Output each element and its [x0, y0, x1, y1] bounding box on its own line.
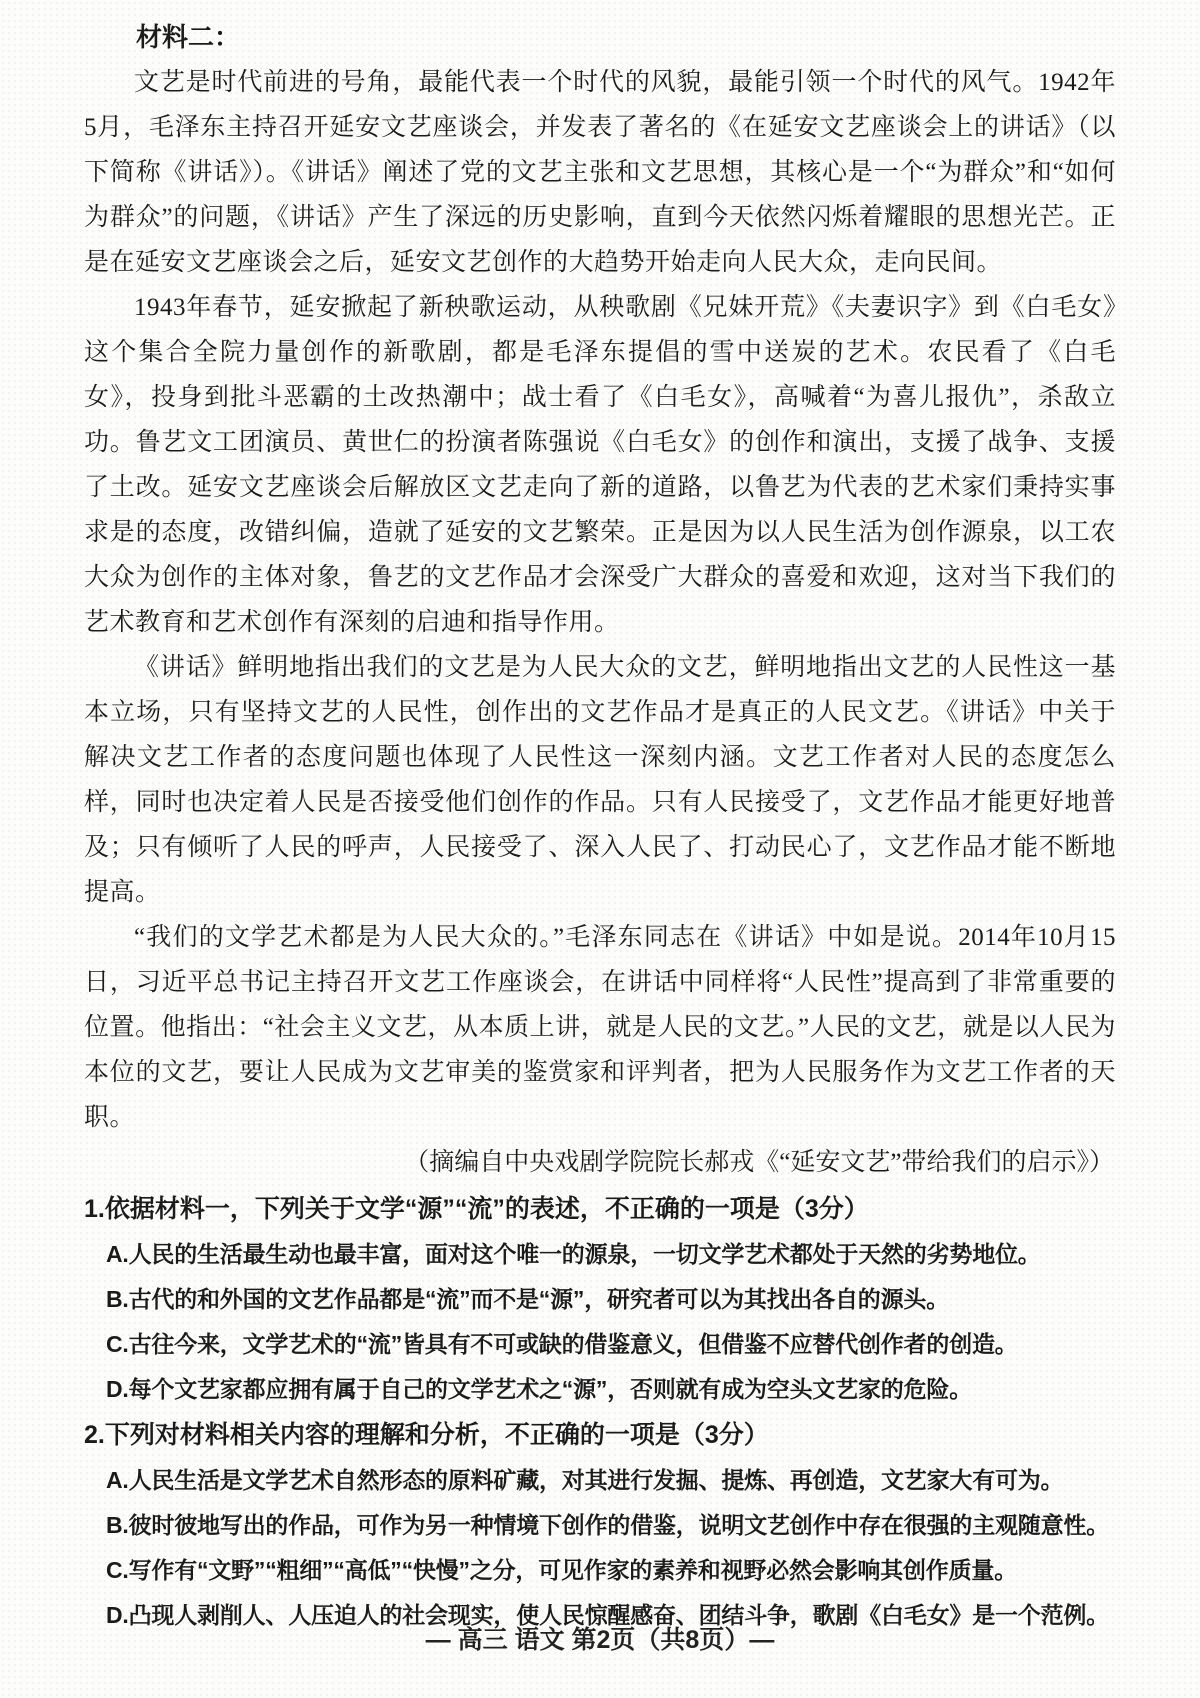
material-paragraph-2: 1943年春节，延安掀起了新秧歌运动，从秧歌剧《兄妹开荒》《夫妻识字》到《白毛女》这个集合全院力量创作的新歌剧，都是毛泽东提倡的雪中送炭的艺术。农民看了《白毛女》，投身到批斗恶霸的土改热潮中；战士看了《白毛女》，高喊着“为喜儿报仇”，杀敌立功。鲁艺文工团演员、黄世仁的扮演者陈强说《白毛女》的创作和演出，支援了战争、支援了土改。延安文艺座谈会后解放区文艺走向了新的道路，以鲁艺为代表的艺术家们秉持实事求是的态度，改错纠偏，造就了延安的文艺繁荣。正是因为以人民生活为创作源泉，以工农大众为创作的主体对象，鲁艺的文艺作品才会深受广大群众的喜爱和欢迎，这对当下我们的艺术教育和艺术创作有深刻的启迪和指导作用。: [84, 294, 1116, 636]
question-1: [84, 1186, 1116, 1412]
page-footer: — 高三 语文 第2页（共8页）—: [425, 1626, 775, 1654]
question-2-option-d: D.凸现人剥削人、人压迫人的社会现实，使人民惊醒感奋、团结斗争，歌剧《白毛女》是一个范例。: [106, 1602, 1110, 1628]
question-2-stem: 2.下列对材料相关内容的理解和分析，不正确的一项是（3分）: [84, 1421, 769, 1449]
question-1-option-b: B.古代的和外国的文艺作品都是“流”而不是“源”，研究者可以为其找出各自的源头。: [106, 1286, 950, 1312]
question-1-option-a: A.人民的生活最生动也最丰富，面对这个唯一的源泉，一切文学艺术都处于天然的劣势地位。: [106, 1241, 1041, 1267]
question-1-option-c: C.古往今来，文学艺术的“流”皆具有不可或缺的借鉴意义，但借鉴不应替代创作者的创造。: [106, 1331, 1018, 1357]
question-1-stem: 1.依据材料一，下列关于文学“源”“流”的表述，不正确的一项是（3分）: [84, 1195, 869, 1223]
material-paragraph-3: 《讲话》鲜明地指出我们的文艺是为人民大众的文艺，鲜明地指出文艺的人民性这一基本立场，只有坚持文艺的人民性，创作出的文艺作品才是真正的人民文艺。《讲话》中关于解决文艺工作者的态度问题也体现了人民性这一深刻内涵。文艺工作者对人民的态度怎么样，同时也决定着人民是否接受他们创作的作品。只有人民接受了，文艺作品才能更好地普及；只有倾听了人民的呼声，人民接受了、深入人民了、打动民心了，文艺作品才能不断地提高。: [84, 654, 1116, 906]
question-1-option-d: D.每个文艺家都应拥有属于自己的文学艺术之“源”，否则就有成为空头文艺家的危险。: [106, 1376, 973, 1402]
question-2-option-a: A.人民生活是文学艺术自然形态的原料矿藏，对其进行发掘、提炼、再创造，文艺家大有可为。: [106, 1467, 1064, 1493]
material-paragraph-1: 文艺是时代前进的号角，最能代表一个时代的风貌，最能引领一个时代的风气。1942年5月，毛泽东主持召开延安文艺座谈会，并发表了著名的《在延安文艺座谈会上的讲话》（以下简称《讲话》）。《讲话》阐述了党的文艺主张和文艺思想，其核心是一个“为群众”和“如何为群众”的问题，《讲话》产生了深远的历史影响，直到今天依然闪烁着耀眼的思想光芒。正是在延安文艺座谈会之后，延安文艺创作的大趋势开始走向人民大众，走向民间。: [84, 69, 1116, 276]
material-two-label: 材料二：: [136, 23, 241, 52]
question-2-option-b: B.彼时彼地写出的作品，可作为另一种情境下创作的借鉴，说明文艺创作中存在很强的主观随意性。: [106, 1512, 1110, 1538]
question-2-option-c: C.写作有“文野”“粗细”“高低”“快慢”之分，可见作家的素养和视野必然会影响其创作质量。: [106, 1557, 1018, 1583]
material-paragraph-4: “我们的文学艺术都是为人民大众的。”毛泽东同志在《讲话》中如是说。2014年10月15日，习近平总书记主持召开文艺工作座谈会，在讲话中同样将“人民性”提高到了非常重要的位置。他指出：“社会主义文艺，从本质上讲，就是人民的文艺。”人民的文艺，就是以人民为本位的文艺，要让人民成为文艺审美的鉴赏家和评判者，把为人民服务作为文艺工作者的天职。: [84, 924, 1116, 1131]
question-2: [84, 1412, 1116, 1638]
source-attribution: （摘编自中央戏剧学院院长郝戎《“延安文艺”带给我们的启示》）: [404, 1149, 1114, 1176]
